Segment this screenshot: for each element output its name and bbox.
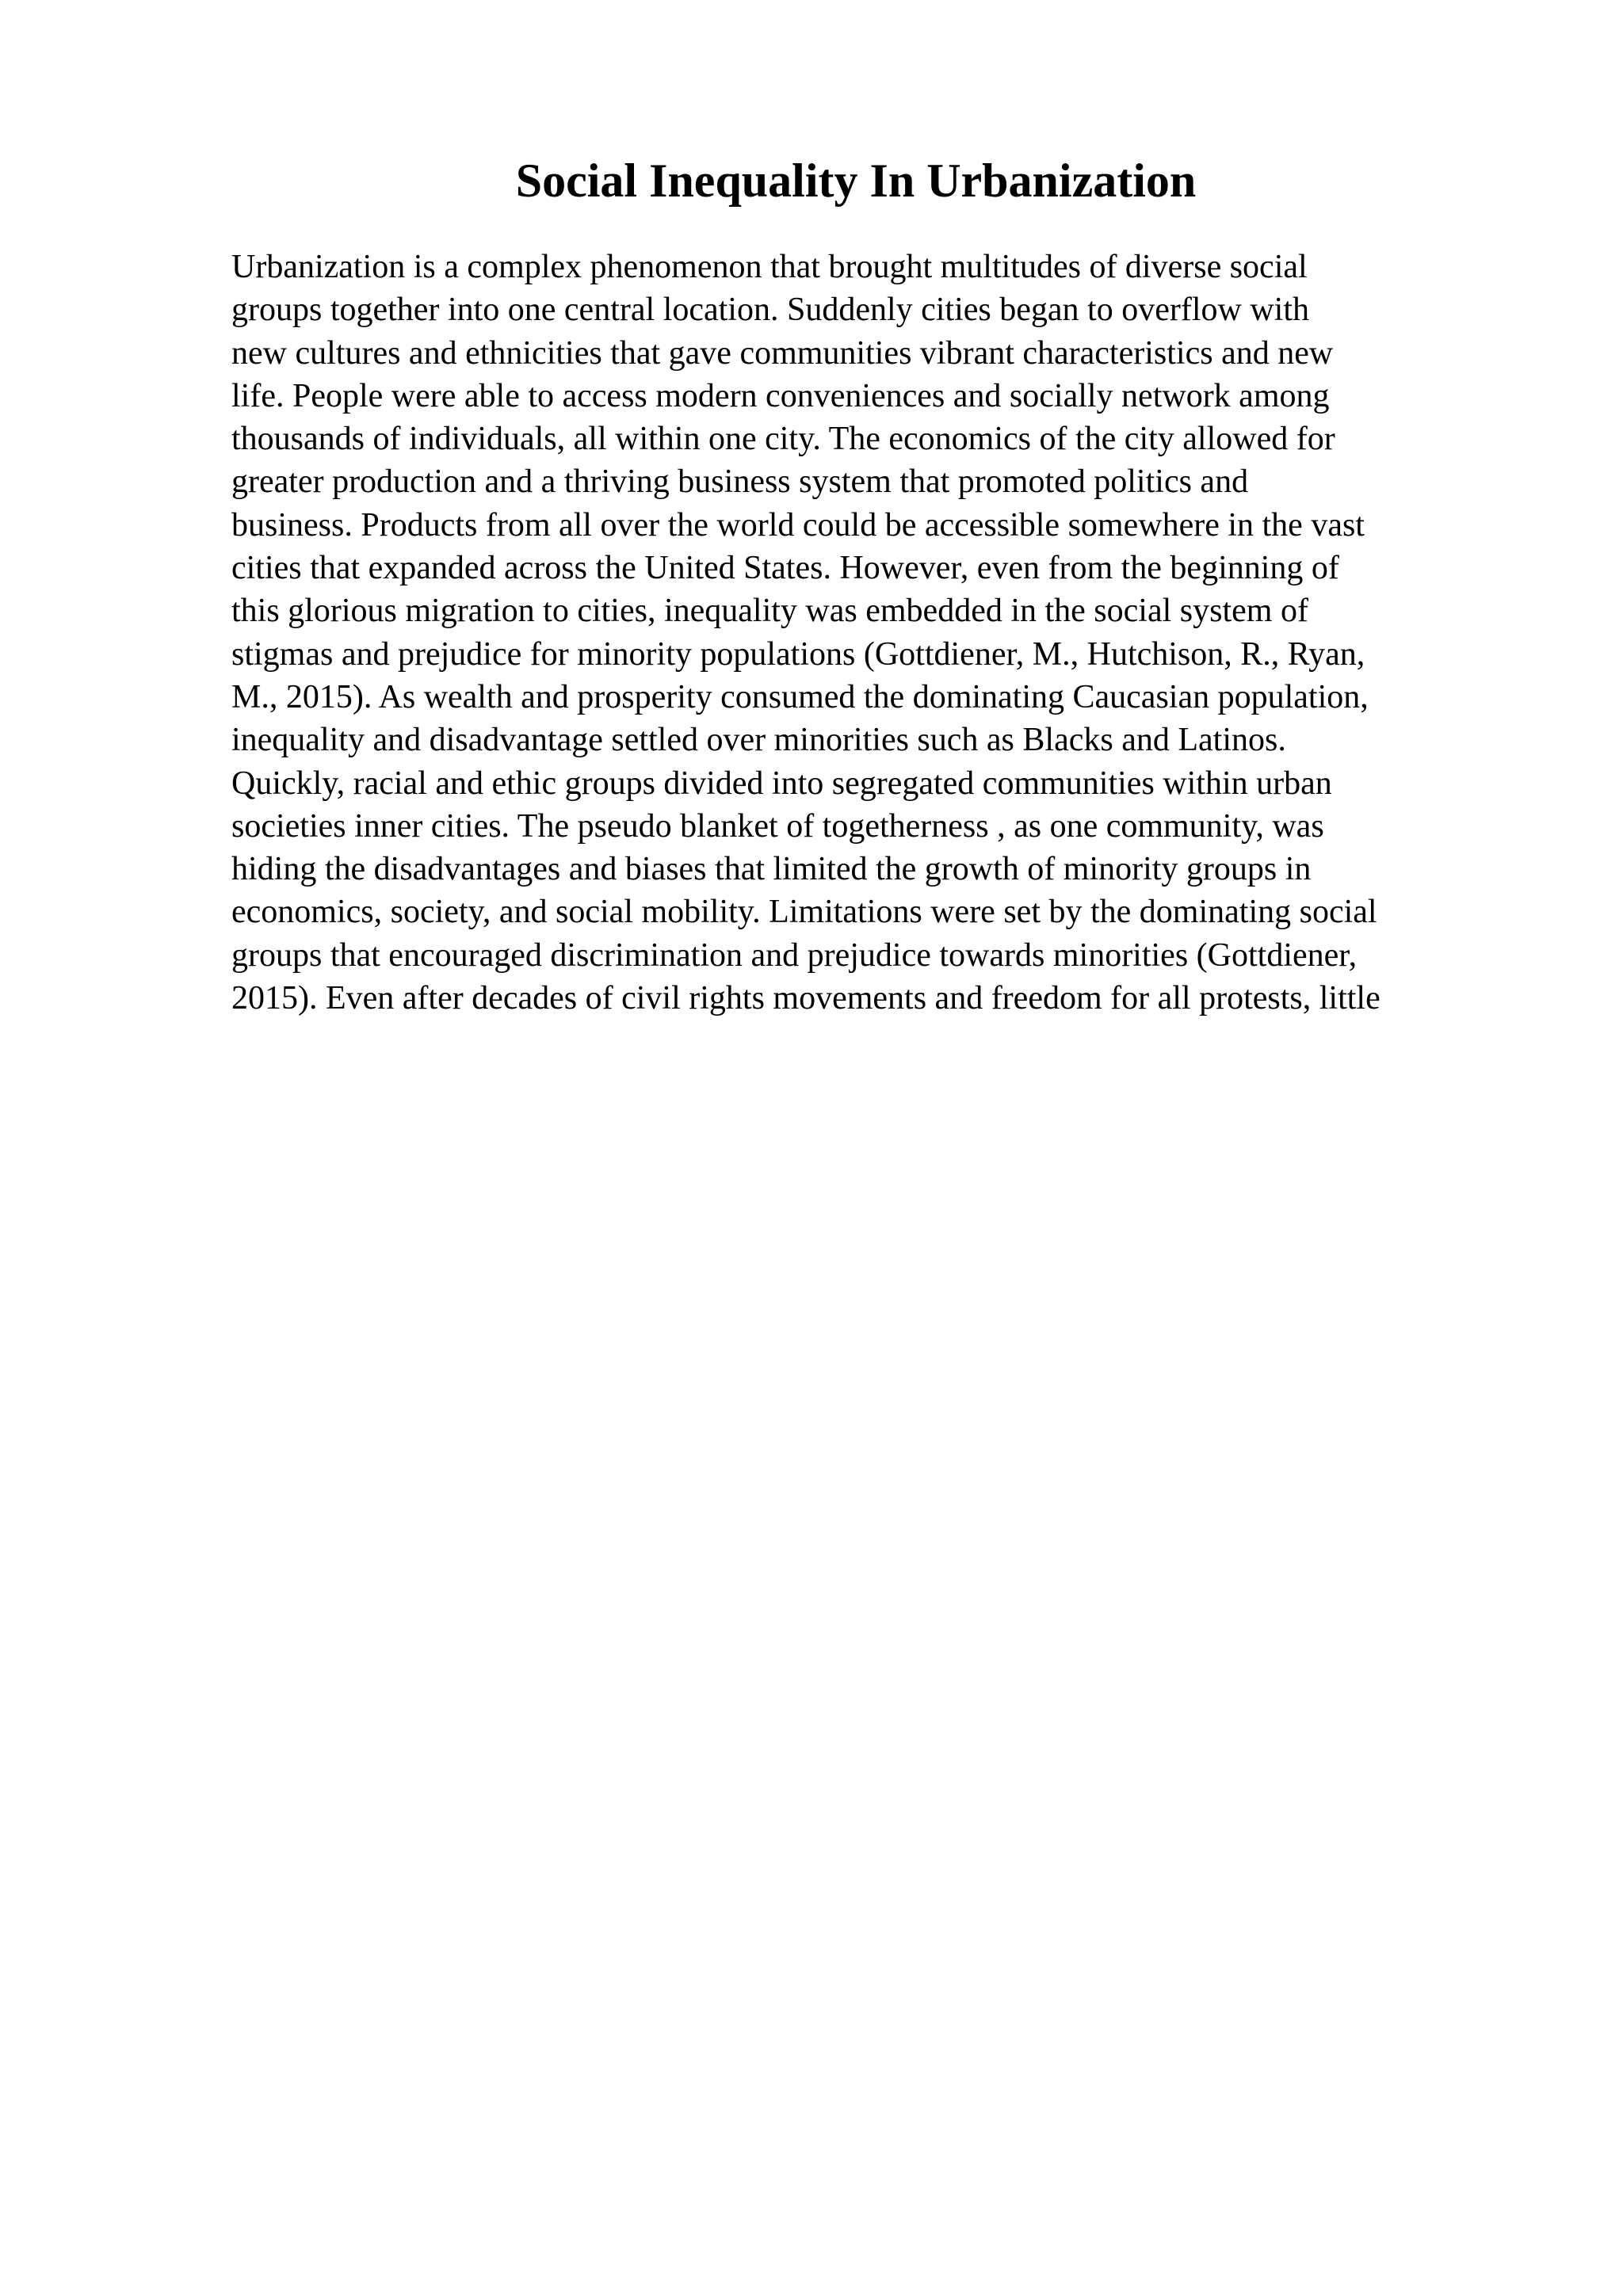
- body-line: groups together into one central location. Suddenly cities began to overflow with: [231, 292, 1309, 329]
- body-line: M., 2015). As wealth and prosperity consumed the dominating Caucasian population,: [231, 678, 1369, 715]
- body-line: economics, society, and social mobility. Limitations were set by the dominating social: [231, 894, 1377, 931]
- body-line: Quickly, racial and ethic groups divided into segregated communities within urban: [231, 765, 1332, 802]
- body-line: stigmas and prejudice for minority populations (Gottdiener, M., Hutchison, R., Ryan,: [231, 635, 1365, 673]
- body-line: life. People were able to access modern conveniences and socially network among: [231, 377, 1330, 414]
- body-line: inequality and disadvantage settled over minorities such as Blacks and Latinos.: [231, 722, 1286, 759]
- body-line: this glorious migration to cities, inequality was embedded in the social system of: [231, 593, 1308, 630]
- document-body: [231, 246, 1531, 1020]
- body-line: hiding the disadvantages and biases that limited the growth of minority groups in: [231, 851, 1312, 888]
- body-line: business. Products from all over the world could be accessible somewhere in the vast: [231, 506, 1365, 543]
- body-line: thousands of individuals, all within one city. The economics of the city allowed for: [231, 421, 1335, 458]
- body-line: groups that encouraged discrimination and prejudice towards minorities (Gottdiener,: [231, 936, 1358, 974]
- body-line: cities that expanded across the United States. However, even from the beginning of: [231, 550, 1339, 587]
- body-line: societies inner cities. The pseudo blanket of togetherness , as one community, was: [231, 807, 1324, 845]
- body-line: 2015). Even after decades of civil rights movements and freedom for all protests, little: [231, 980, 1381, 1017]
- body-line: new cultures and ethnicities that gave communities vibrant characteristics and new: [231, 334, 1334, 372]
- document-title: Social Inequality In Urbanization: [515, 154, 1197, 207]
- body-line: greater production and a thriving business system that promoted politics and: [231, 463, 1249, 501]
- body-line: Urbanization is a complex phenomenon that brought multitudes of diverse social: [231, 249, 1308, 285]
